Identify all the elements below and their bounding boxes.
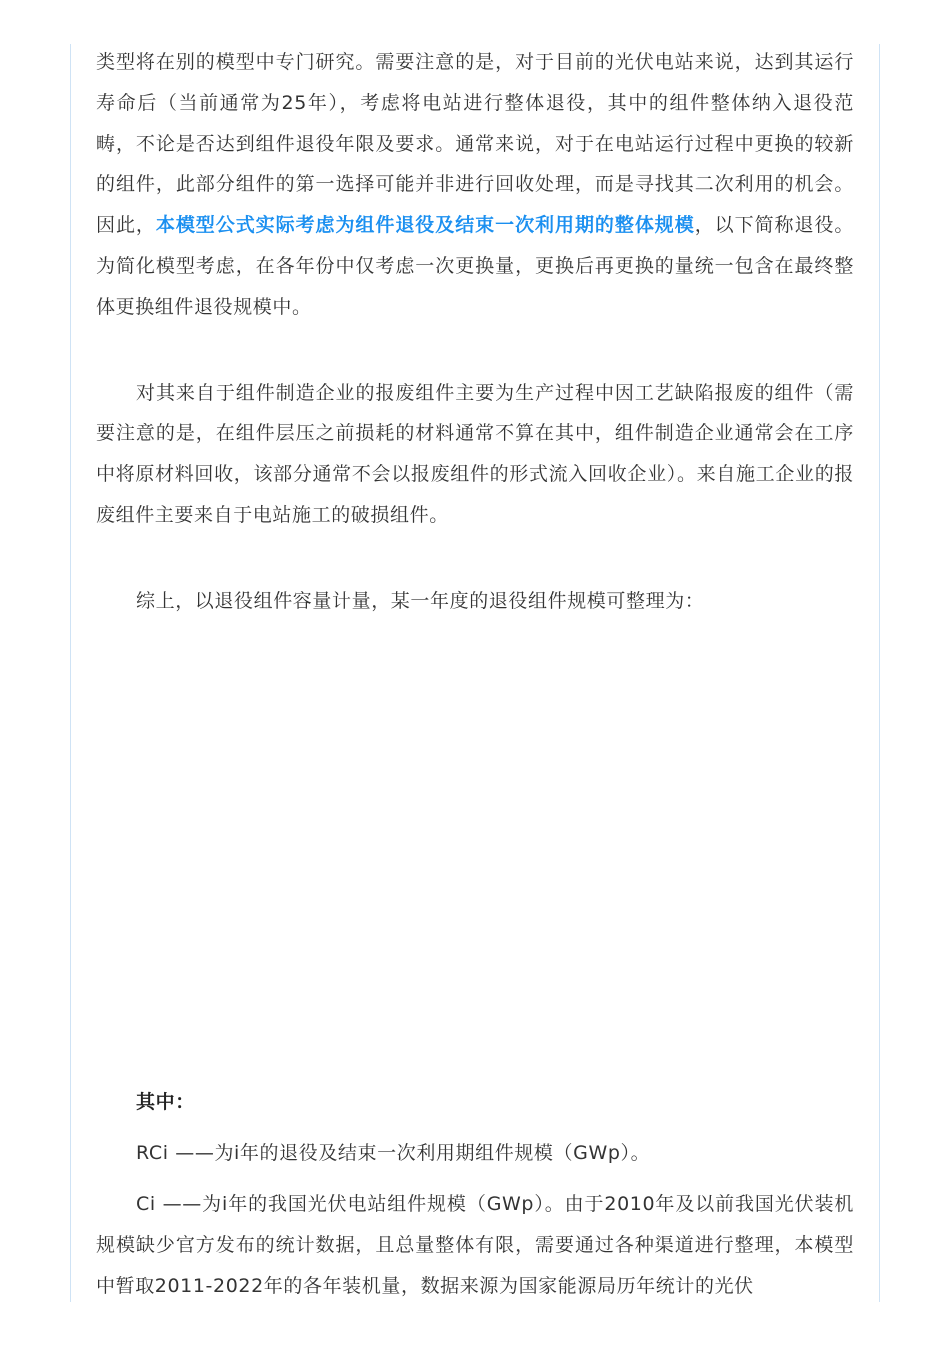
paragraph-text: ，以下简称退役。为简化模型考虑，在各年份中仅考虑一次更换量，更换后再更换的量统一包含在最终整体更换组件退役规模中。 — [96, 214, 854, 318]
paragraph-text: 类型将在别的模型中专门研究。需要注意的是，对于目前的光伏电站来说，达到其运行寿命后（当前通常为25年），考虑将电站进行整体退役，其中的组件整体纳入退役范畴，不论是否达到组件退役年限及要求。通常来说，对于在电站运行过程中更换的较新的组件，此部分组件的第一选择可能并非进行回收处理，而是寻找其二次利用的机会。因此， — [96, 51, 854, 237]
where-label: 其中： — [136, 1090, 195, 1113]
paragraph-scrap-sources: 对其来自于组件制造企业的报废组件主要为生产过程中因工艺缺陷报废的组件（需要注意的是，在组件层压之前损耗的材料通常不算在其中，组件制造企业通常会在工序中将原材料回收，该部分通常不会以报废组件的形式流入回收企业）。来自施工企业的报废组件主要来自于电站施工的破损组件。 — [96, 381, 854, 526]
paragraph-retirement-scope — [96, 42, 854, 328]
right-border-line — [879, 44, 880, 1302]
definition-ci: Ci ——为i年的我国光伏电站组件规模（GWp）。由于2010年及以前我国光伏装机规模缺少官方发布的统计数据，且总量整体有限，需要通过各种渠道进行整理，本模型中暂取2011-2022年的各年装机量，数据来源为国家能源局历年统计的光伏 — [96, 1193, 854, 1297]
formula-area — [96, 622, 854, 1082]
paragraph-summary: 综上，以退役组件容量计量，某一年度的退役组件规模可整理为： — [136, 589, 705, 612]
document-body — [96, 42, 854, 1307]
left-border-line — [70, 44, 71, 1302]
highlighted-text: 本模型公式实际考虑为组件退役及结束一次利用期的整体规模 — [155, 214, 695, 237]
definition-rci: RCi ——为i年的退役及结束一次利用期组件规模（GWp）。 — [136, 1142, 651, 1165]
